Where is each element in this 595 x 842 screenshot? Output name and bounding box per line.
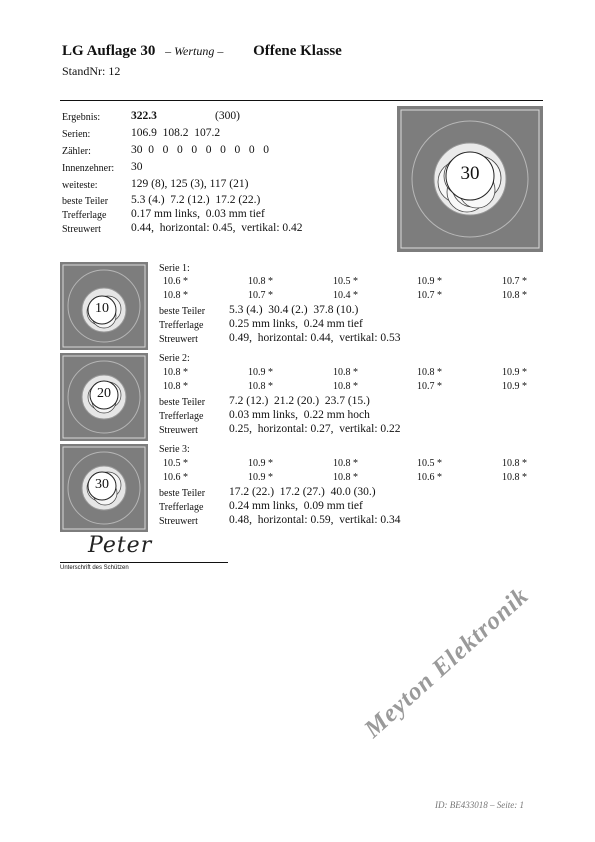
series-1-shot: 10.7 * xyxy=(417,290,442,301)
series-3-beste-label: beste Teiler xyxy=(159,488,206,499)
series-2-target xyxy=(60,353,148,441)
series-1-shot: 10.7 * xyxy=(502,276,527,287)
series-2-trefferlage-label: Trefferlage xyxy=(159,411,204,422)
series-1-shot: 10.4 * xyxy=(333,290,358,301)
series-1-shot: 10.9 * xyxy=(417,276,442,287)
series-3-shot: 10.9 * xyxy=(248,472,273,483)
zaehler-label: Zähler: xyxy=(62,146,91,157)
series-1-count: 10 xyxy=(95,301,109,316)
page-footer: ID: BE433018 – Seite: 1 xyxy=(435,800,524,810)
beste-teiler-value: 5.3 (4.) 7.2 (12.) 17.2 (22.) xyxy=(131,194,261,206)
series-2-shot: 10.8 * xyxy=(248,381,273,392)
series-3-shot: 10.8 * xyxy=(502,458,527,469)
discipline-title: LG Auflage 30 xyxy=(62,43,156,59)
series-2-shot: 10.8 * xyxy=(163,367,188,378)
series-2-title: Serie 2: xyxy=(159,353,190,364)
trefferlage-label: Trefferlage xyxy=(62,210,107,221)
series-3-trefferlage-value: 0.24 mm links, 0.09 mm tief xyxy=(229,500,363,512)
series-2-shot: 10.9 * xyxy=(248,367,273,378)
series-2-trefferlage-value: 0.03 mm links, 0.22 mm hoch xyxy=(229,409,370,421)
weiteste-value: 129 (8), 125 (3), 117 (21) xyxy=(131,178,249,190)
series-2-shot: 10.8 * xyxy=(417,367,442,378)
series-2-shot: 10.9 * xyxy=(502,381,527,392)
series-1-shot: 10.7 * xyxy=(248,290,273,301)
ergebnis-label: Ergebnis: xyxy=(62,112,101,123)
series-1-beste-value: 5.3 (4.) 30.4 (2.) 37.8 (10.) xyxy=(229,304,359,316)
series-2-beste-value: 7.2 (12.) 21.2 (20.) 23.7 (15.) xyxy=(229,395,370,407)
wertung-label: – Wertung – xyxy=(165,44,224,58)
series-2-shot: 10.8 * xyxy=(163,381,188,392)
series-3-target xyxy=(60,444,148,532)
series-1-trefferlage-label: Trefferlage xyxy=(159,320,204,331)
beste-teiler-label: beste Teiler xyxy=(62,196,109,207)
series-2-shot: 10.9 * xyxy=(502,367,527,378)
signature-caption: Unterschrift des Schützen xyxy=(60,565,129,571)
series-2-count: 20 xyxy=(97,386,111,401)
signature: Peter xyxy=(88,533,153,558)
serien-label: Serien: xyxy=(62,129,91,140)
series-2-streuwert-value: 0.25, horizontal: 0.27, vertikal: 0.22 xyxy=(229,423,401,435)
series-1-shot: 10.8 * xyxy=(163,290,188,301)
signature-line xyxy=(60,562,228,563)
zaehler-value: 30 0 0 0 0 0 0 0 0 0 xyxy=(131,144,269,156)
series-2-shot: 10.8 * xyxy=(333,367,358,378)
innenzehner-value: 30 xyxy=(131,161,143,173)
summary-target xyxy=(397,106,543,252)
series-2-beste-label: beste Teiler xyxy=(159,397,206,408)
streuwert-label: Streuwert xyxy=(62,224,101,235)
series-1-trefferlage-value: 0.25 mm links, 0.24 mm tief xyxy=(229,318,363,330)
series-2-streuwert-label: Streuwert xyxy=(159,425,198,436)
summary-target-count: 30 xyxy=(460,163,480,184)
series-1-beste-label: beste Teiler xyxy=(159,306,206,317)
series-3-shot: 10.5 * xyxy=(417,458,442,469)
series-3-shot: 10.9 * xyxy=(248,458,273,469)
class-name: Offene Klasse xyxy=(253,43,342,59)
innenzehner-label: Innenzehner: xyxy=(62,163,115,174)
series-2-shot: 10.8 * xyxy=(333,381,358,392)
series-1-streuwert-value: 0.49, horizontal: 0.44, vertikal: 0.53 xyxy=(229,332,401,344)
stand-number: StandNr: 12 xyxy=(62,64,121,78)
series-3-trefferlage-label: Trefferlage xyxy=(159,502,204,513)
weiteste-label: weiteste: xyxy=(62,180,98,191)
brand-watermark: Meyton Elektronik xyxy=(359,582,534,744)
document-title xyxy=(62,43,342,60)
series-3-shot: 10.8 * xyxy=(333,458,358,469)
series-3-streuwert-value: 0.48, horizontal: 0.59, vertikal: 0.34 xyxy=(229,514,401,526)
series-1-shot: 10.8 * xyxy=(248,276,273,287)
series-3-streuwert-label: Streuwert xyxy=(159,516,198,527)
serien-value: 106.9 108.2 107.2 xyxy=(131,127,221,139)
series-3-shot: 10.6 * xyxy=(417,472,442,483)
series-3-shot: 10.5 * xyxy=(163,458,188,469)
ergebnis-value: 322.3 xyxy=(131,110,157,122)
trefferlage-value: 0.17 mm links, 0.03 mm tief xyxy=(131,208,265,220)
series-1-shot: 10.6 * xyxy=(163,276,188,287)
series-2-shot: 10.7 * xyxy=(417,381,442,392)
series-3-beste-value: 17.2 (22.) 17.2 (27.) 40.0 (30.) xyxy=(229,486,376,498)
series-1-target xyxy=(60,262,148,350)
streuwert-value: 0.44, horizontal: 0.45, vertikal: 0.42 xyxy=(131,222,303,234)
series-1-streuwert-label: Streuwert xyxy=(159,334,198,345)
series-3-shot: 10.8 * xyxy=(333,472,358,483)
series-1-title: Serie 1: xyxy=(159,263,190,274)
ergebnis-extra: (300) xyxy=(215,110,240,122)
series-3-shot: 10.8 * xyxy=(502,472,527,483)
series-3-shot: 10.6 * xyxy=(163,472,188,483)
header-divider xyxy=(60,100,543,101)
series-1-shot: 10.5 * xyxy=(333,276,358,287)
series-3-count: 30 xyxy=(95,477,109,492)
series-1-shot: 10.8 * xyxy=(502,290,527,301)
series-3-title: Serie 3: xyxy=(159,444,190,455)
